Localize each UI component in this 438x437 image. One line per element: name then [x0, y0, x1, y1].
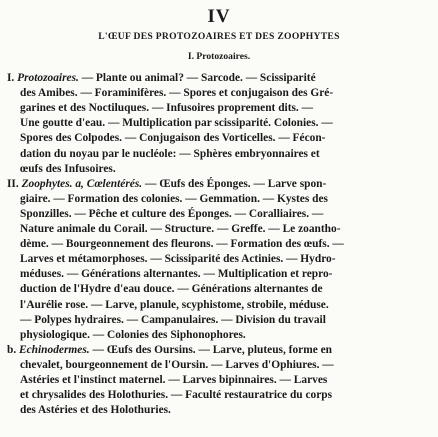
line-text: Larves et métamorphoses. — Scissiparité des Actinies. — Hydro-	[20, 253, 336, 266]
text-line	[7, 178, 326, 191]
item-heading: Echinodermes.	[19, 343, 90, 356]
text-line	[20, 163, 116, 176]
line-text: — Œufs des Éponges. — Larve spon-	[142, 177, 327, 190]
text-line	[20, 148, 320, 161]
text-line	[20, 208, 323, 221]
item-heading: Protozoaires.	[17, 72, 79, 84]
line-text: Sponzilles. — Pêche et culture des Éponges. — Coralliaires. —	[20, 207, 324, 220]
line-text: — Œufs des Oursins. — Larve, pluteus, forme en	[89, 343, 332, 356]
line-text: — Polypes hydraires. — Campanulaires. — Division du travail	[20, 313, 326, 326]
chapter-title: L'ŒUF DES PROTOZOAIRES ET DES ZOOPHYTES	[98, 31, 340, 42]
text-line	[20, 299, 329, 312]
text-line	[20, 268, 332, 281]
text-line	[20, 374, 327, 387]
line-text: des Amibes. — Foraminifères. — Spores et conjugaison des Gré-	[20, 87, 334, 100]
line-text: dation du noyau par le nucléole: — Sphères embryonnaires et	[20, 147, 320, 160]
line-text: dème. — Bourgeonnement des fleurons. — Formation des œufs. —	[20, 238, 344, 251]
text-line	[20, 359, 334, 372]
text-line	[20, 389, 332, 402]
line-text: Spores des Colpodes. — Conjugaison des Vorticelles. — Fécon-	[20, 132, 326, 145]
line-text: Nature animale du Corail. — Structure. — Greffe. — Le zoantho-	[20, 223, 341, 235]
text-line	[20, 329, 246, 342]
text-line	[20, 193, 328, 206]
text-line	[20, 404, 171, 417]
text-line	[20, 238, 344, 251]
item-marker: II.	[7, 177, 22, 190]
text-line	[20, 132, 325, 145]
text-line	[20, 102, 313, 115]
line-text: — Plante ou animal? — Sarcode. — Scissiparité	[78, 72, 316, 84]
line-text: des Astéries et des Holothuries.	[20, 404, 171, 417]
text-line	[7, 72, 316, 85]
item-heading: Zoophytes. a, Cœlentérés.	[21, 177, 143, 190]
line-text: Astéries et l'instinct maternel. — Larves bipinnaires. — Larves	[20, 374, 328, 386]
line-text: Une goutte d'eau. — Multiplication par scissiparité. Colonies. —	[20, 117, 333, 130]
text-line	[20, 314, 326, 327]
line-text: physiologique. — Colonies des Siphonophores.	[20, 328, 246, 341]
chapter-number: IV	[207, 6, 231, 27]
item-marker: I.	[7, 72, 18, 84]
item-marker: b.	[7, 343, 20, 356]
line-text: chevalet, bourgeonnement de l'Oursin. — Larves d'Ophiures. —	[20, 358, 334, 371]
text-line	[7, 344, 332, 357]
line-text: garines et des Noctiluques. — Infusoires proprement dits. —	[20, 102, 314, 115]
text-line	[20, 223, 340, 236]
line-text: giaire. — Formation des colonies. — Gemmation. — Kystes des	[20, 192, 328, 205]
text-line	[20, 117, 333, 130]
line-text: méduses. — Générations alternantes. — Multiplication et repro-	[20, 268, 333, 281]
line-text: et chrysalides des Holothuries. — Faculté restauratrice du corps	[20, 389, 333, 402]
line-text: œufs des Infusoires.	[20, 162, 116, 175]
text-line	[20, 87, 333, 100]
text-line	[20, 253, 336, 266]
line-text: l'Aurélie rose. — Larve, planule, scyphistome, strobile, méduse.	[20, 298, 329, 311]
section-title: I. Protozoaires.	[187, 51, 251, 62]
text-line	[20, 283, 323, 296]
line-text: duction de l'Hydre d'eau douce. — Générations alternantes de	[20, 283, 323, 296]
